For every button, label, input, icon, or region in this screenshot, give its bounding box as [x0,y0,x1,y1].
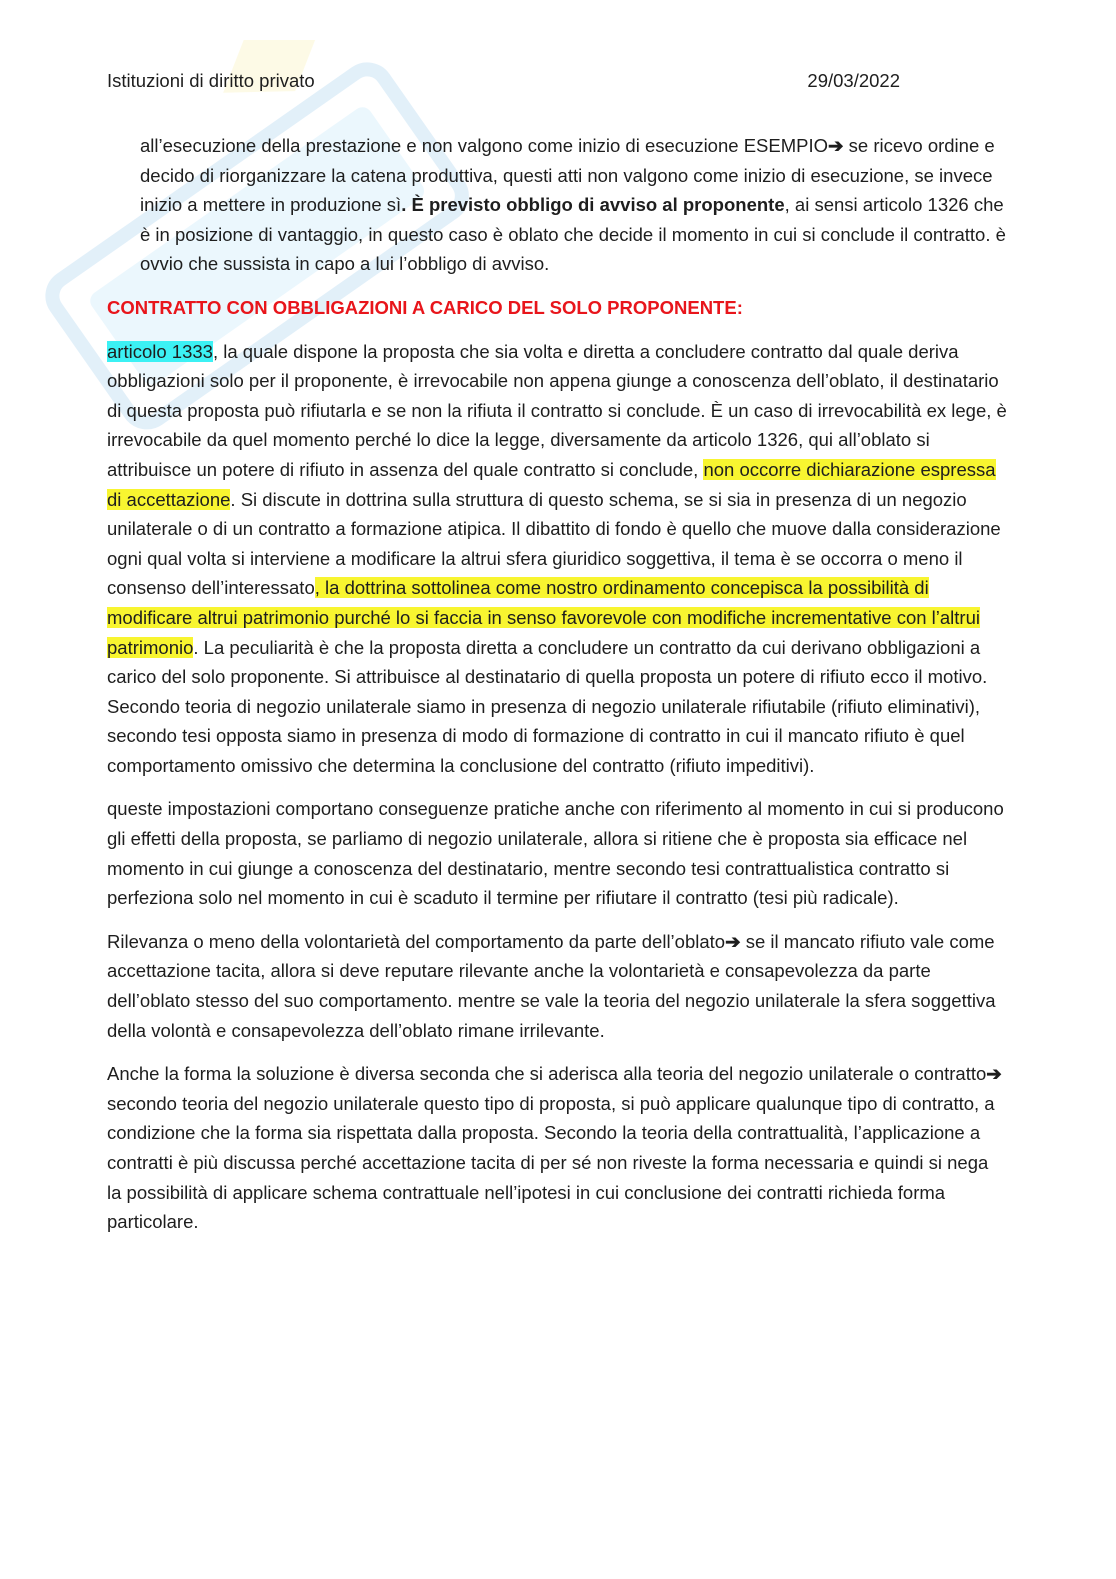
article-1333-paragraph [107,337,1007,781]
header-date: 29/03/2022 [807,70,900,91]
highlight-doctrine: , la dottrina sottolinea come nostro ordinamento concepisca la possibilità di modificare altrui patrimonio purché lo si faccia in senso favorevole con modifiche incrementative con l’altrui patrimonio [107,577,980,658]
intro-text-3: , ai sensi articolo 1326 che è in posizione di vantaggio, in questo caso è oblato che decide il momento in cui si conclude il contratto. è ovvio che sussista in capo a lui l’obbligo di avviso. [140,194,1006,275]
header-course-title: Istituzioni di diritto privato [107,70,315,91]
p1-text-3: . La peculiarità è che la proposta diretta a concludere un contratto da cui derivano obbligazioni a carico del solo proponente. Si attribuisce al destinatario di quella proposta un potere di rifiuto ecco il motivo. Secondo teoria di negozio unilaterale siamo in presenza di negozio unilaterale rifiutabile (rifiuto eliminativi), secondo tesi opposta siamo in presenza di modo di formazione di contratto in cui il mancato rifiuto è quel comportamento omissivo che determina la conclusione del contratto (rifiuto impeditivi). [107,636,988,776]
form-paragraph [107,1059,1007,1237]
arrow-icon: ➔ [986,1063,1002,1085]
section-heading: CONTRATTO CON OBBLIGAZIONI A CARICO DEL SOLO PROPONENTE: [107,296,743,318]
voluntariness-paragraph [107,927,1007,1045]
highlight-article-1333: articolo 1333 [107,340,213,362]
document-body [107,131,1007,1251]
effects-paragraph: queste impostazioni comportano conseguenze pratiche anche con riferimento al momento in cui si producono gli effetti della proposta, se parliamo di negozio unilaterale, allora si ritiene che è proposta sia efficace nel momento in cui giunge a conoscenza del destinatario, mentre secondo tesi contrattualistica contratto si perfeziona solo nel momento in cui è scaduto il termine per rifiutare il contratto (tesi più radicale). [107,798,1004,909]
p4-text-1: Anche la forma la soluzione è diversa seconda che si aderisca alla teoria del negozio unilaterale o contratto [107,1063,987,1085]
intro-bold-text: . È previsto obbligo di avviso al proponente [401,194,785,216]
arrow-icon: ➔ [725,930,741,952]
p3-text-2: se il mancato rifiuto vale come accettazione tacita, allora si deve reputare rilevante anche la volontarietà e consapevolezza da parte dell’oblato stesso del suo comportamento. mentre se vale la teoria del negozio unilaterale la sfera soggettiva della volontà e consapevolezza dell’oblato rimane irrilevante. [107,930,996,1041]
intro-paragraph [107,131,1007,279]
arrow-icon: ➔ [828,135,844,156]
intro-text-2: se ricevo ordine e decido di riorganizzare la catena produttiva, questi atti non valgono come inizio di esecuzione, se invece inizio a mettere in produzione sì [140,135,995,216]
p1-text-2: . Si discute in dottrina sulla struttura di questo schema, se si sia in presenza di un negozio unilaterale o di un contratto a formazione atipica. Il dibattito di fondo è quello che muove dalla considerazione ogni qual volta si interviene a modificare la altrui sfera giuridico soggettiva, il tema è se occorra o meno il consenso dell’interessato [107,488,1001,599]
highlight-acceptance: non occorre dichiarazione espressa di accettazione [107,458,996,510]
p4-text-2: secondo teoria del negozio unilaterale questo tipo di proposta, si può applicare qualunque tipo di contratto, a condizione che la forma sia rispettata dalla proposta. Secondo la teoria della contrattualità, l’applicazione a contratti è più discussa perché accettazione tacita di per sé non riveste la forma necessaria e quindi si nega la possibilità di applicare schema contrattuale nell’ipotesi in cui conclusione dei contratti richieda forma particolare. [107,1092,995,1233]
p1-text-1: , la quale dispone la proposta che sia volta e diretta a concludere contratto dal quale deriva obbligazioni solo per il proponente, è irrevocabile non appena giunge a conoscenza dell’oblato, il destinatario di questa proposta può rifiutarla e se non la rifiuta il contratto si conclude. È un caso di irrevocabilità ex lege, è irrevocabile da quel momento perché lo dice la legge, diversamente da articolo 1326, qui all’oblato si attribuisce un potere di rifiuto in assenza del quale contratto si conclude, [107,340,1007,480]
intro-text-1: all’esecuzione della prestazione e non valgono come inizio di esecuzione ESEMPIO [140,135,828,156]
p3-text-1: Rilevanza o meno della volontarietà del comportamento da parte dell’oblato [107,930,726,952]
